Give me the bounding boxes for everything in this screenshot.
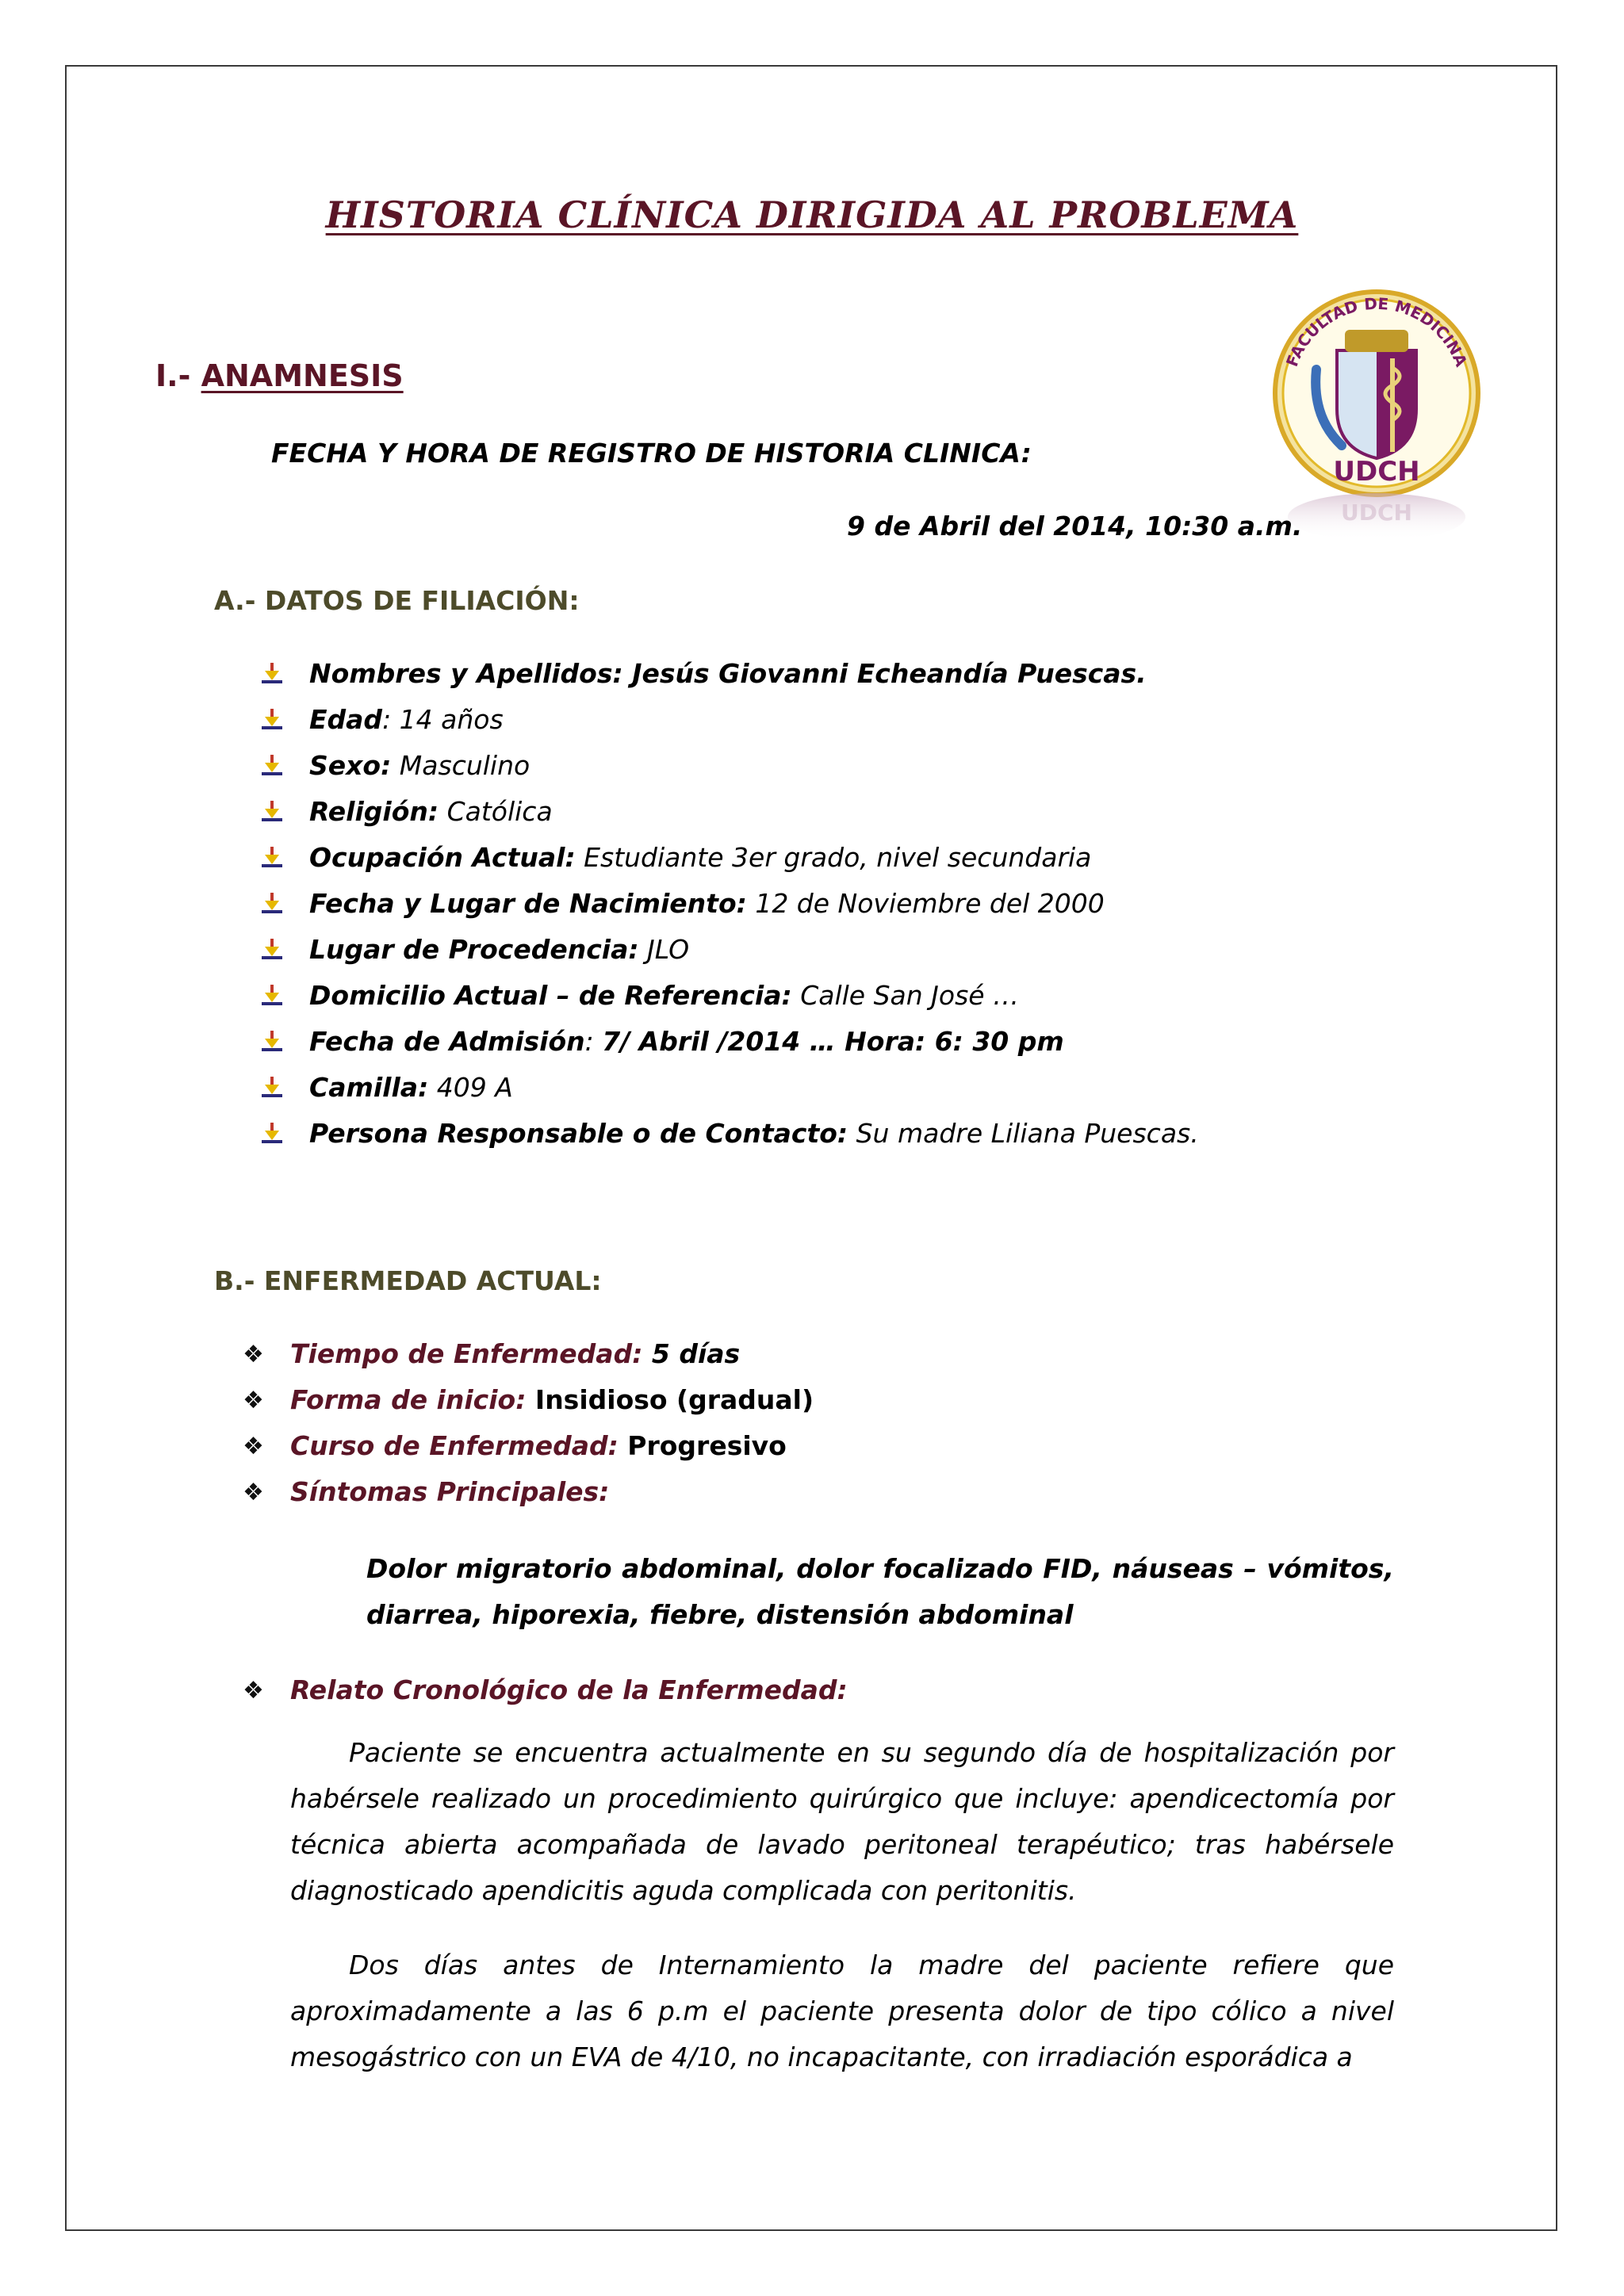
- arrow-down-bullet-icon: [262, 755, 282, 777]
- arrow-down-bullet-icon: [262, 801, 282, 823]
- diamond-bullet-icon: ❖: [243, 1341, 264, 1368]
- arrow-down-bullet-icon: [262, 939, 282, 961]
- item-value-bold: 7/ Abril /2014 … Hora: 6: 30 pm: [602, 1026, 1064, 1057]
- item-label: Fecha de Admisión: [309, 1026, 585, 1057]
- document-title: HISTORIA CLÍNICA DIRIGIDA AL PROBLEMA: [325, 193, 1299, 236]
- item-label: Camilla:: [309, 1072, 429, 1103]
- arrow-down-bullet-icon: [262, 709, 282, 731]
- section-label: ANAMNESIS: [201, 358, 404, 393]
- item-value: Progresivo: [618, 1430, 787, 1461]
- arrow-down-bullet-icon: [262, 985, 282, 1007]
- arrow-down-bullet-icon: [262, 1123, 282, 1145]
- relato-label: Relato Cronológico de la Enfermedad:: [290, 1674, 848, 1705]
- item-value: :: [584, 1026, 603, 1057]
- item-value: JLO: [638, 934, 690, 965]
- arrow-down-bullet-icon: [262, 663, 282, 685]
- registro-label: FECHA Y HORA DE REGISTRO DE HISTORIA CLINICA:: [271, 438, 1032, 469]
- arrow-down-bullet-icon: [262, 1031, 282, 1053]
- item-value: : 14 años: [382, 704, 504, 735]
- enfermedad-heading: B.- ENFERMEDAD ACTUAL:: [214, 1265, 602, 1296]
- section-anamnesis-heading: [155, 358, 404, 393]
- item-label: Tiempo de Enfermedad:: [290, 1338, 643, 1369]
- item-label: Lugar de Procedencia:: [309, 934, 639, 965]
- item-label: Ocupación Actual:: [309, 842, 576, 873]
- item-label: Domicilio Actual – de Referencia:: [309, 980, 792, 1011]
- sintomas-text: Dolor migratorio abdominal, dolor focalizado FID, náuseas – vómitos, diarrea, hiporexia, fiebre, distensión abdominal: [366, 1553, 1394, 1630]
- item-label: Persona Responsable o de Contacto:: [309, 1118, 848, 1149]
- item-label: Religión:: [309, 796, 439, 827]
- item-value: Jesús Giovanni Echeandía Puescas.: [622, 658, 1147, 689]
- logo-arc-text: FACULTAD DE MEDICINA: [1282, 293, 1471, 369]
- diamond-bullet-icon: ❖: [243, 1677, 264, 1705]
- item-label: Curso de Enfermedad:: [290, 1430, 619, 1461]
- logo-reflection-text: UDCH: [1341, 499, 1412, 526]
- item-label: Sexo:: [309, 750, 392, 781]
- relato-paragraph: Dos días antes de Internamiento la madre del paciente refiere que aproximadamente a las 6 p.m el paciente presenta dolor de tipo cólico a nivel mesogástrico con un EVA de 4/10, no incapacitante, con irradiación esporádica a: [290, 1950, 1394, 2072]
- section-number: I.-: [155, 358, 201, 393]
- item-label: Fecha y Lugar de Nacimiento:: [309, 888, 747, 919]
- item-label: Nombres y Apellidos:: [309, 658, 623, 689]
- arrow-down-bullet-icon: [262, 1077, 282, 1099]
- item-value: Insidioso (gradual): [526, 1384, 814, 1415]
- item-value: Calle San José …: [791, 980, 1020, 1011]
- item-label: Síntomas Principales:: [290, 1476, 610, 1507]
- arrow-down-bullet-icon: [262, 893, 282, 915]
- relato-paragraph: Paciente se encuentra actualmente en su segundo día de hospitalización por habérsele realizado un procedimiento quirúrgico que incluye: apendicectomía por técnica abierta acompañada de lavado peritoneal terapéutico; tras habérsele diagnosticado apendicitis aguda complicada con peritonitis.: [290, 1737, 1394, 1906]
- item-value: 409 A: [428, 1072, 513, 1103]
- registro-value: 9 de Abril del 2014, 10:30 a.m.: [847, 511, 1303, 541]
- filiacion-heading: A.- DATOS DE FILIACIÓN:: [214, 585, 580, 616]
- arrow-down-bullet-icon: [262, 847, 282, 869]
- item-label: Forma de inicio:: [290, 1384, 527, 1415]
- item-value: Masculino: [391, 750, 530, 781]
- item-label: Edad: [309, 704, 383, 735]
- logo-udch-text: UDCH: [1333, 456, 1420, 488]
- diamond-bullet-icon: ❖: [243, 1433, 264, 1460]
- item-value: Católica: [439, 796, 553, 827]
- diamond-bullet-icon: ❖: [243, 1479, 264, 1506]
- item-value: Su madre Liliana Puescas.: [848, 1118, 1199, 1149]
- diamond-bullet-icon: ❖: [243, 1387, 264, 1414]
- item-value: 5 días: [642, 1338, 741, 1369]
- item-value: 12 de Noviembre del 2000: [746, 888, 1105, 919]
- item-value: Estudiante 3er grado, nivel secundaria: [575, 842, 1092, 873]
